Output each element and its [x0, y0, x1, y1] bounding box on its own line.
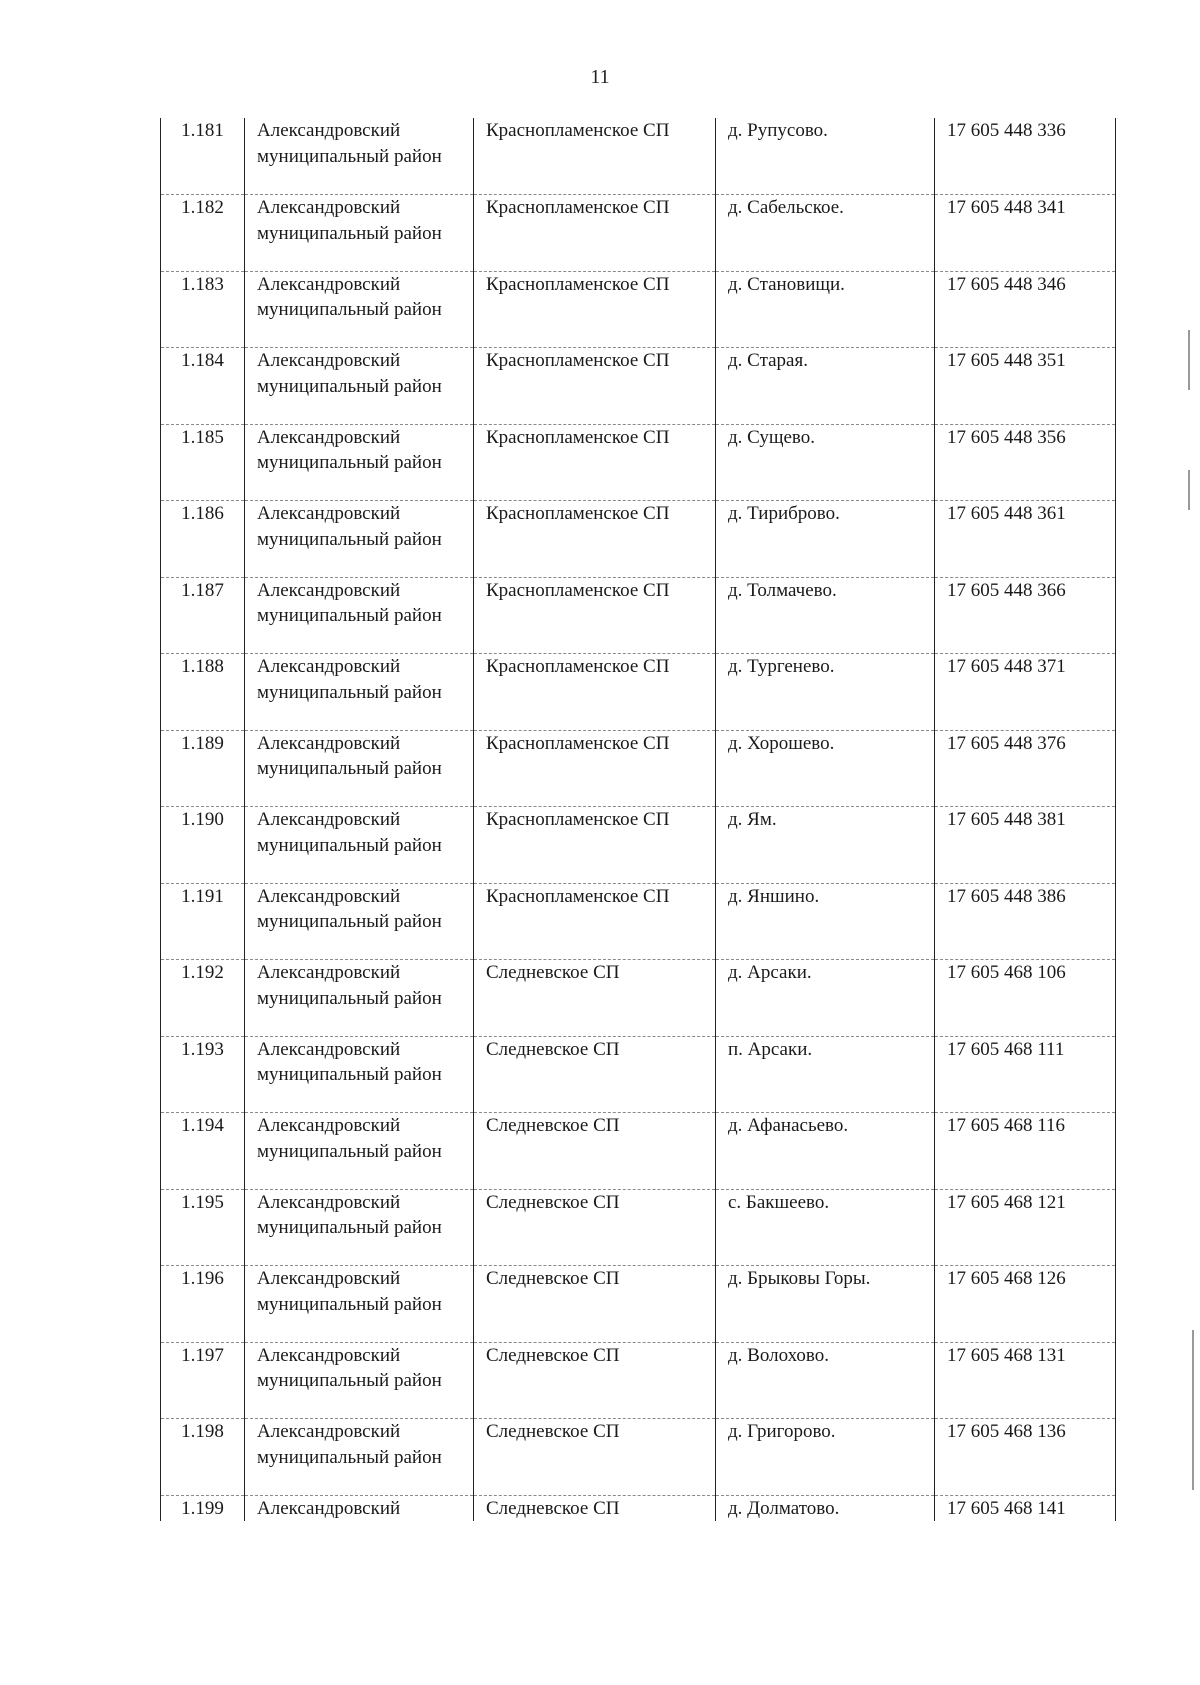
row-number: 1.192	[161, 960, 245, 1037]
row-number: 1.194	[161, 1113, 245, 1190]
settlement-cell: Следневское СП	[474, 1419, 716, 1496]
table-row	[161, 424, 1116, 501]
district-cell: Александровский муниципальный район	[245, 960, 474, 1037]
district-cell: Александровский муниципальный район	[245, 1189, 474, 1266]
row-number: 1.186	[161, 501, 245, 578]
table-row	[161, 807, 1116, 884]
locality-cell: д. Старая.	[716, 348, 935, 425]
settlement-cell: Следневское СП	[474, 1036, 716, 1113]
locality-cell: д. Хорошево.	[716, 730, 935, 807]
locality-cell: д. Брыковы Горы.	[716, 1266, 935, 1343]
locality-cell: д. Тургенево.	[716, 654, 935, 731]
table-row	[161, 1495, 1116, 1521]
table-row	[161, 1189, 1116, 1266]
code-cell: 17 605 448 356	[935, 424, 1116, 501]
table-row	[161, 1113, 1116, 1190]
table-row	[161, 118, 1116, 195]
code-cell: 17 605 468 116	[935, 1113, 1116, 1190]
locality-cell: д. Волохово.	[716, 1342, 935, 1419]
code-cell: 17 605 448 371	[935, 654, 1116, 731]
code-cell: 17 605 468 136	[935, 1419, 1116, 1496]
row-number: 1.182	[161, 195, 245, 272]
settlement-cell: Краснопламенское СП	[474, 730, 716, 807]
settlement-cell: Следневское СП	[474, 1342, 716, 1419]
code-cell: 17 605 468 106	[935, 960, 1116, 1037]
locality-cell: д. Григорово.	[716, 1419, 935, 1496]
settlement-cell: Следневское СП	[474, 1113, 716, 1190]
table-row	[161, 730, 1116, 807]
district-cell: Александровский муниципальный район	[245, 195, 474, 272]
settlement-cell: Краснопламенское СП	[474, 501, 716, 578]
table-row	[161, 348, 1116, 425]
code-cell: 17 605 468 126	[935, 1266, 1116, 1343]
row-number: 1.199	[161, 1495, 245, 1521]
table-row	[161, 1266, 1116, 1343]
row-number: 1.191	[161, 883, 245, 960]
settlement-cell: Следневское СП	[474, 1189, 716, 1266]
locality-cell: п. Арсаки.	[716, 1036, 935, 1113]
settlement-cell: Краснопламенское СП	[474, 271, 716, 348]
district-cell: Александровский муниципальный район	[245, 271, 474, 348]
code-cell: 17 605 468 121	[935, 1189, 1116, 1266]
settlements-table	[160, 118, 1116, 1521]
district-cell: Александровский муниципальный район	[245, 577, 474, 654]
table-row	[161, 1342, 1116, 1419]
code-cell: 17 605 448 341	[935, 195, 1116, 272]
locality-cell: д. Толмачево.	[716, 577, 935, 654]
locality-cell: с. Бакшеево.	[716, 1189, 935, 1266]
row-number: 1.189	[161, 730, 245, 807]
table-row	[161, 960, 1116, 1037]
settlement-cell: Краснопламенское СП	[474, 348, 716, 425]
code-cell: 17 605 448 351	[935, 348, 1116, 425]
locality-cell: д. Арсаки.	[716, 960, 935, 1037]
district-cell: Александровский муниципальный район	[245, 501, 474, 578]
table-row	[161, 195, 1116, 272]
row-number: 1.198	[161, 1419, 245, 1496]
page-number: 11	[590, 66, 610, 88]
district-cell: Александровский	[245, 1495, 474, 1521]
code-cell: 17 605 448 366	[935, 577, 1116, 654]
district-cell: Александровский муниципальный район	[245, 654, 474, 731]
table-row	[161, 1036, 1116, 1113]
code-cell: 17 605 448 386	[935, 883, 1116, 960]
district-cell: Александровский муниципальный район	[245, 807, 474, 884]
district-cell: Александровский муниципальный район	[245, 348, 474, 425]
locality-cell: д. Яншино.	[716, 883, 935, 960]
locality-cell: д. Сабельское.	[716, 195, 935, 272]
locality-cell: д. Становищи.	[716, 271, 935, 348]
settlement-cell: Краснопламенское СП	[474, 807, 716, 884]
settlement-cell: Краснопламенское СП	[474, 883, 716, 960]
locality-cell: д. Тириброво.	[716, 501, 935, 578]
table-container	[160, 118, 1115, 1521]
settlement-cell: Краснопламенское СП	[474, 118, 716, 195]
locality-cell: д. Долматово.	[716, 1495, 935, 1521]
scan-margin-mark	[1188, 330, 1190, 390]
row-number: 1.184	[161, 348, 245, 425]
district-cell: Александровский муниципальный район	[245, 1113, 474, 1190]
code-cell: 17 605 448 346	[935, 271, 1116, 348]
district-cell: Александровский муниципальный район	[245, 883, 474, 960]
settlement-cell: Краснопламенское СП	[474, 654, 716, 731]
district-cell: Александровский муниципальный район	[245, 1342, 474, 1419]
settlement-cell: Следневское СП	[474, 1495, 716, 1521]
code-cell: 17 605 448 336	[935, 118, 1116, 195]
table-row	[161, 654, 1116, 731]
row-number: 1.185	[161, 424, 245, 501]
district-cell: Александровский муниципальный район	[245, 1266, 474, 1343]
code-cell: 17 605 468 131	[935, 1342, 1116, 1419]
code-cell: 17 605 448 381	[935, 807, 1116, 884]
code-cell: 17 605 468 141	[935, 1495, 1116, 1521]
table-row	[161, 501, 1116, 578]
row-number: 1.193	[161, 1036, 245, 1113]
locality-cell: д. Рупусово.	[716, 118, 935, 195]
code-cell: 17 605 448 361	[935, 501, 1116, 578]
row-number: 1.195	[161, 1189, 245, 1266]
row-number: 1.197	[161, 1342, 245, 1419]
settlement-cell: Краснопламенское СП	[474, 424, 716, 501]
district-cell: Александровский муниципальный район	[245, 118, 474, 195]
scan-margin-mark	[1192, 1330, 1194, 1490]
code-cell: 17 605 468 111	[935, 1036, 1116, 1113]
table-row	[161, 271, 1116, 348]
district-cell: Александровский муниципальный район	[245, 424, 474, 501]
settlement-cell: Следневское СП	[474, 1266, 716, 1343]
table-row	[161, 577, 1116, 654]
settlement-cell: Краснопламенское СП	[474, 195, 716, 272]
table-row	[161, 1419, 1116, 1496]
row-number: 1.183	[161, 271, 245, 348]
locality-cell: д. Сущево.	[716, 424, 935, 501]
scan-margin-mark	[1188, 470, 1190, 510]
locality-cell: д. Афанасьево.	[716, 1113, 935, 1190]
settlement-cell: Краснопламенское СП	[474, 577, 716, 654]
locality-cell: д. Ям.	[716, 807, 935, 884]
code-cell: 17 605 448 376	[935, 730, 1116, 807]
row-number: 1.190	[161, 807, 245, 884]
district-cell: Александровский муниципальный район	[245, 730, 474, 807]
row-number: 1.188	[161, 654, 245, 731]
row-number: 1.196	[161, 1266, 245, 1343]
row-number: 1.187	[161, 577, 245, 654]
district-cell: Александровский муниципальный район	[245, 1036, 474, 1113]
settlement-cell: Следневское СП	[474, 960, 716, 1037]
row-number: 1.181	[161, 118, 245, 195]
district-cell: Александровский муниципальный район	[245, 1419, 474, 1496]
table-row	[161, 883, 1116, 960]
